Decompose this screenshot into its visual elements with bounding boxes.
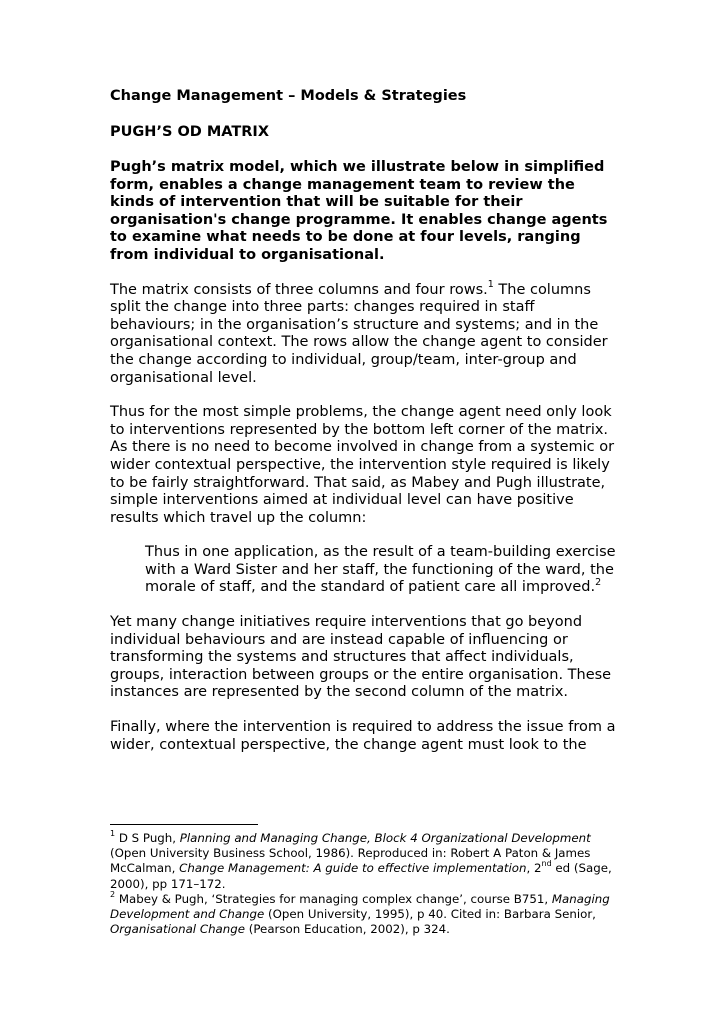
footnote-text: Mabey & Pugh, ‘Strategies for managing complex change’, course B751, <box>115 891 552 906</box>
footnote-ref-1[interactable]: 1 <box>487 278 494 290</box>
quote-text: Thus in one application, as the result of a team-building exercise with a Ward Sister and her staff, the functioning of the ward, the morale of staff, and the standard of patient care all improved. <box>145 544 616 596</box>
paragraph-matrix-description <box>110 278 620 388</box>
footnote-number: 2 <box>110 889 116 899</box>
footnote-ref-2[interactable]: 2 <box>595 576 602 588</box>
footnote-text: (Open University, 1995), p 40. Cited in: Barbara Senior, <box>264 907 596 922</box>
footnote-text: ed (Sage, 2000), pp 171–172. <box>110 861 612 891</box>
paragraph-second-column: Yet many change initiatives require interventions that go beyond individual behaviours and are instead capable of influencing or transforming the systems and structures that affect individuals, groups, interaction between groups or the entire organisation. These instances are represented by the second column of the matrix. <box>110 614 612 701</box>
footnote-citation-title: Organisational Change <box>110 922 246 937</box>
footnote-text: , 2 <box>526 861 542 876</box>
ordinal-suffix: nd <box>541 859 552 869</box>
footnote-text: (Open University Business School, 1986). Reproduced in: Robert A Paton & James McCalman, <box>110 846 591 876</box>
footnote-divider <box>110 824 258 825</box>
footnote-1 <box>110 831 630 892</box>
abstract-paragraph: Pugh’s matrix model, which we illustrate below in simplified form, enables a change management team to review the kinds of intervention that will be suitable for their organisation's change programme. It enables change agents to examine what needs to be done at four levels, ranging from individual to organisational. <box>110 159 608 263</box>
footnote-citation-title: Managing Development and Change <box>110 891 610 922</box>
section-heading: PUGH’S OD MATRIX <box>110 124 270 140</box>
block-quote <box>145 544 620 597</box>
footnote-text: (Pearson Education, 2002), p 324. <box>245 922 450 937</box>
document-body <box>110 87 620 754</box>
footnote-citation-title: Change Management: A guide to effective implementation <box>179 861 527 876</box>
paragraph-text: The columns split the change into three parts: changes required in staff behaviours; in the organisation’s structure and systems; and in the organisational context. The rows allow the change agent to consider the change according to individual, group/team, inter-group and organisational level. <box>110 281 608 386</box>
paragraph-text: The matrix consists of three columns and four rows. <box>110 281 488 298</box>
footnote-2 <box>110 889 630 938</box>
footnote-number: 1 <box>110 829 116 839</box>
footnote-citation-title: Planning and Managing Change, Block 4 Organizational Development <box>179 831 591 845</box>
document-title: Change Management – Models & Strategies <box>110 88 467 104</box>
footnotes-section <box>110 824 630 937</box>
footnote-text: D S Pugh, <box>115 831 180 845</box>
paragraph-contextual: Finally, where the intervention is required to address the issue from a wider, contextual perspective, the change agent must look to the <box>110 719 616 753</box>
paragraph-simple-problems: Thus for the most simple problems, the change agent need only look to interventions represented by the bottom left corner of the matrix. As there is no need to become involved in change from a systemic or wider contextual perspective, the intervention style required is likely to be fairly straightforward. That said, as Mabey and Pugh illustrate, simple interventions aimed at individual level can have positive results which travel up the column: <box>110 404 615 526</box>
